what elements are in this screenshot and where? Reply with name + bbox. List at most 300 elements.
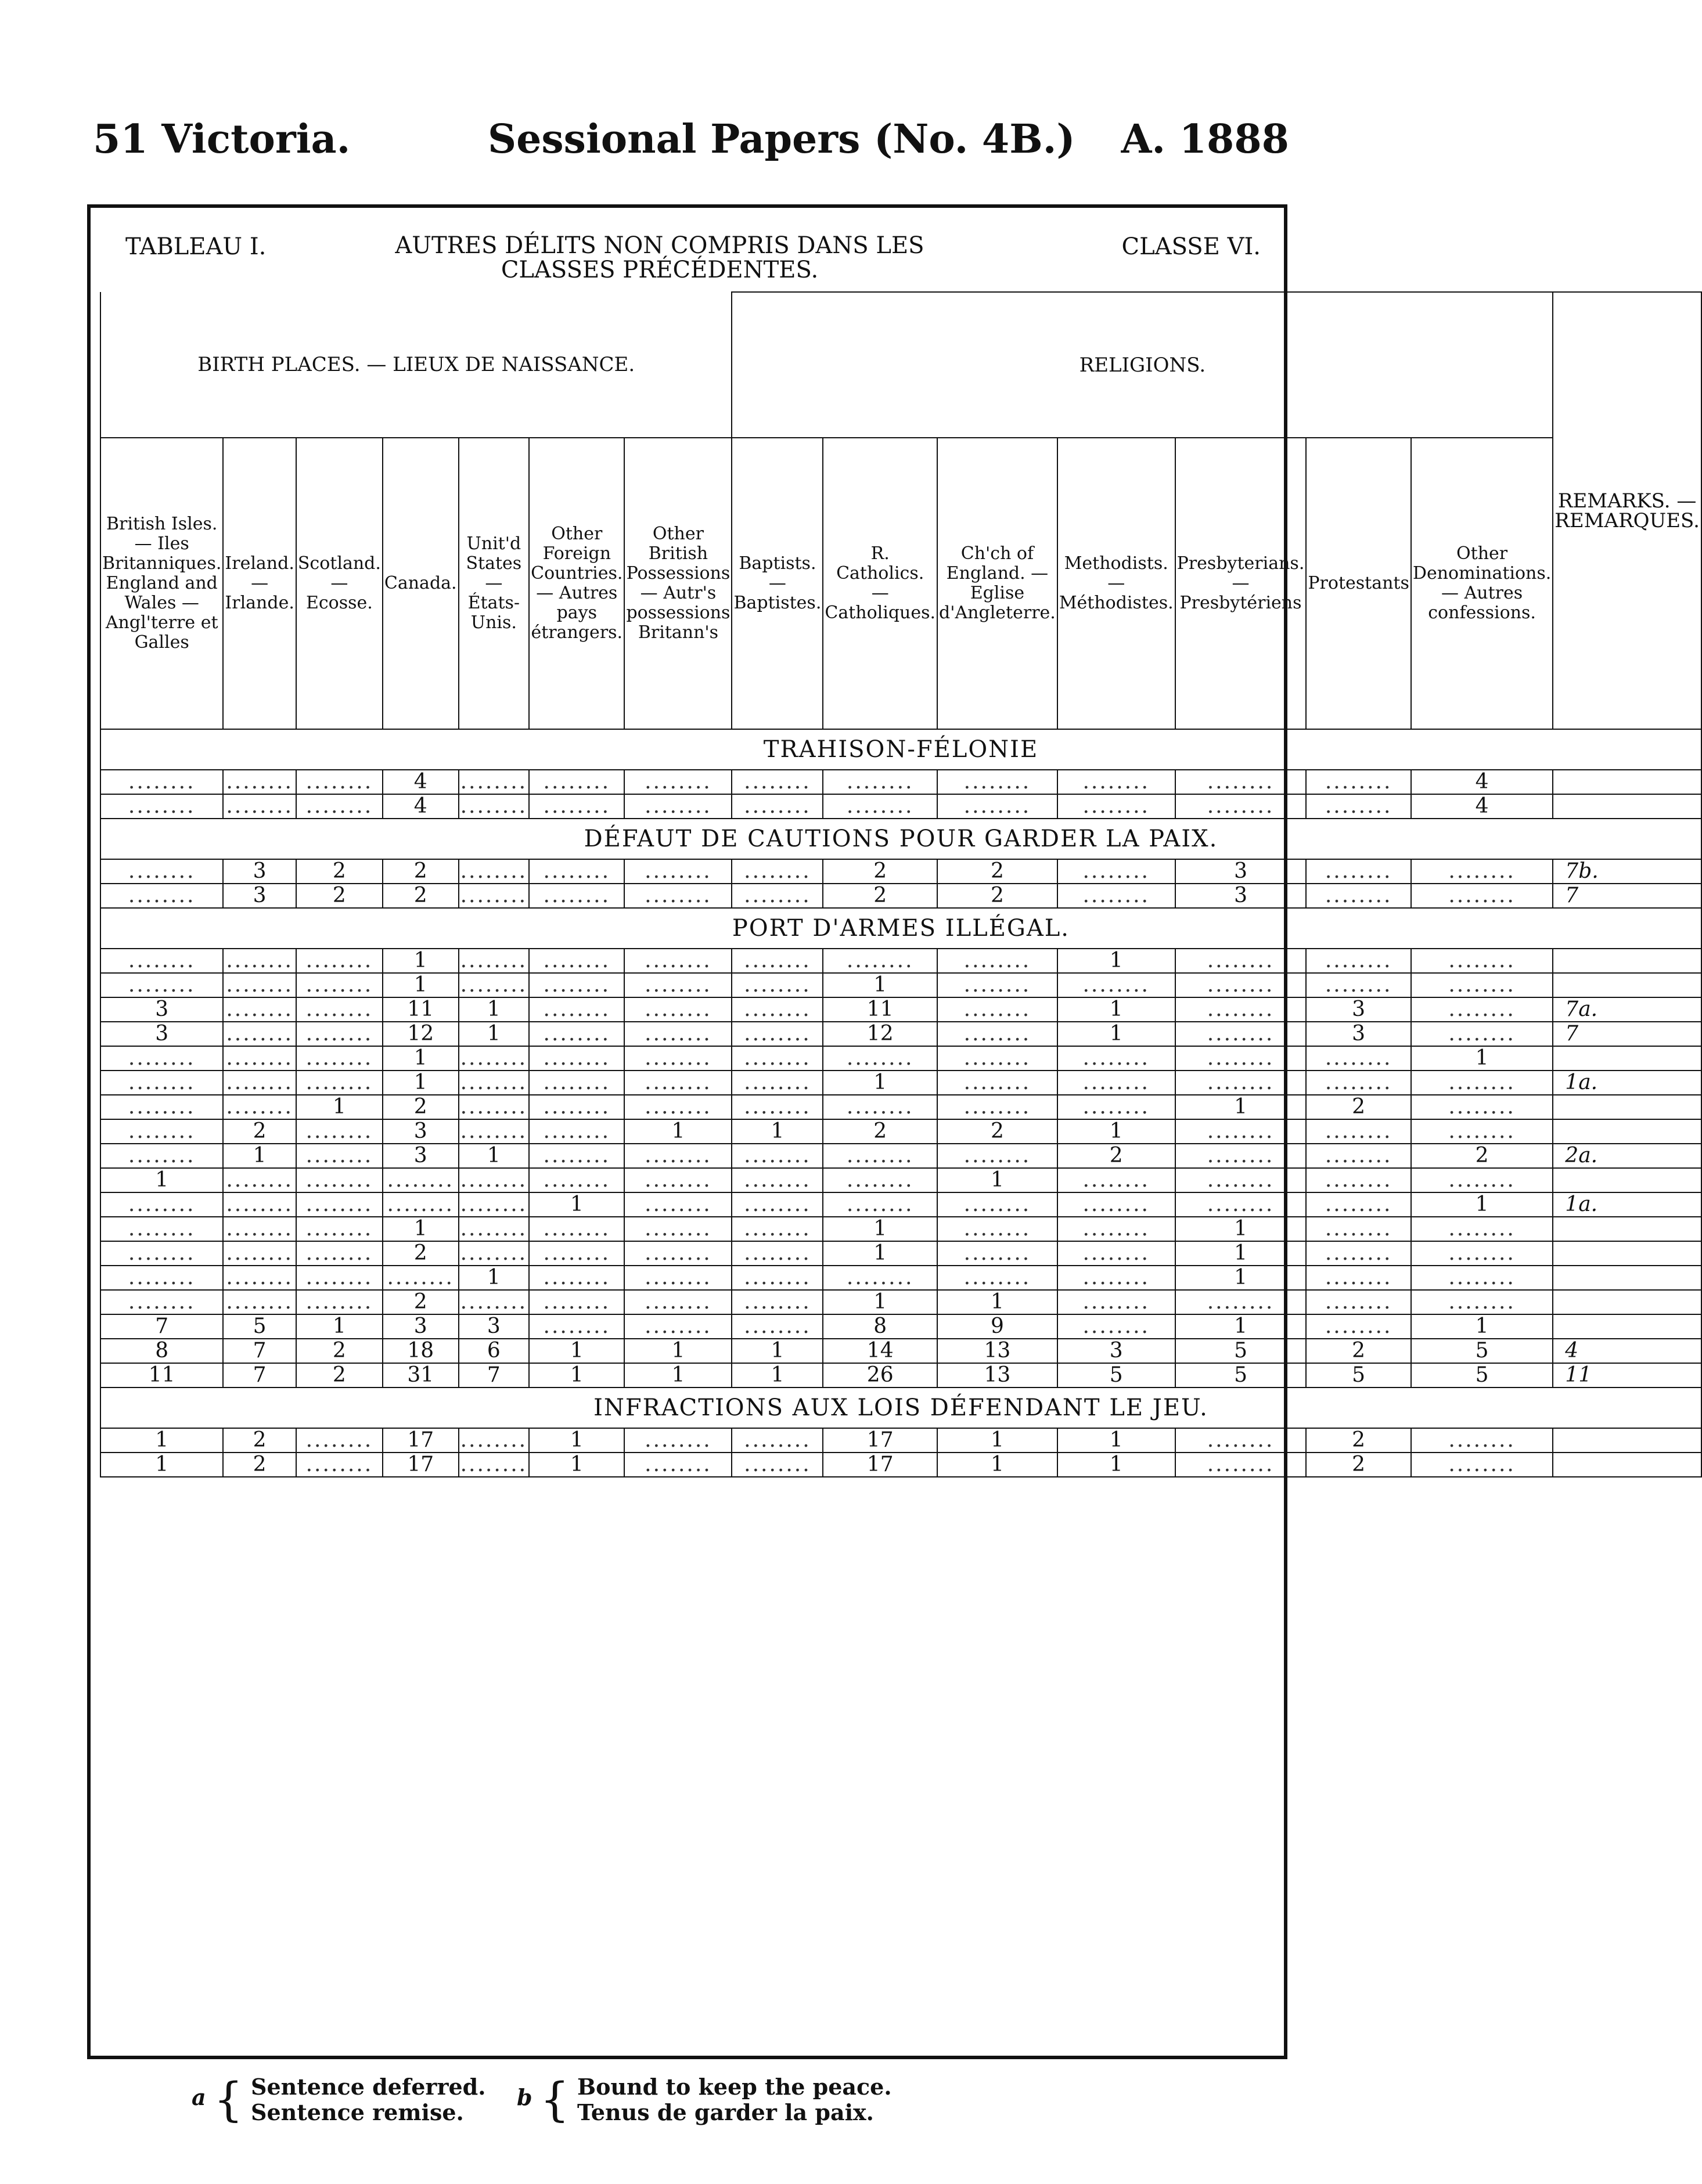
table-cell: 1 — [1057, 1428, 1175, 1453]
table-cell: ........ — [1175, 1119, 1307, 1144]
table-cell: 1 — [529, 1428, 624, 1453]
table-cell: ........ — [296, 973, 383, 997]
table-cell: 2 — [1411, 1144, 1553, 1168]
table-cell: ........ — [529, 794, 624, 819]
remark-cell — [1553, 1046, 1701, 1071]
table-cell: ........ — [1306, 1046, 1411, 1071]
table-cell: ........ — [529, 997, 624, 1022]
table-cell: ........ — [1057, 1071, 1175, 1095]
table-cell: 17 — [823, 1428, 937, 1453]
table-cell: ........ — [1057, 973, 1175, 997]
table-cell: ........ — [1411, 1022, 1553, 1046]
table-cell: 11 — [100, 1363, 223, 1387]
table-cell: ........ — [937, 770, 1057, 794]
table-cell: ........ — [1306, 949, 1411, 973]
table-cell: 1 — [823, 1217, 937, 1241]
table-cell: ........ — [1411, 1241, 1553, 1266]
table-cell: ........ — [624, 1071, 732, 1095]
table-cell: ........ — [100, 1119, 223, 1144]
table-cell: ........ — [1306, 1290, 1411, 1314]
table-cell: ........ — [732, 1095, 823, 1119]
group-header-row — [100, 292, 1701, 438]
table-cell: ........ — [732, 1428, 823, 1453]
table-cell: ........ — [459, 884, 530, 908]
table-cell: ........ — [823, 1168, 937, 1192]
remark-cell — [1553, 949, 1701, 973]
table-cell: ........ — [937, 1046, 1057, 1071]
table-cell: ........ — [223, 1095, 296, 1119]
table-cell: ........ — [937, 1241, 1057, 1266]
brace-icon: { — [213, 2073, 243, 2127]
remark-cell: 7 — [1553, 1022, 1701, 1046]
table-cell: ........ — [383, 1168, 459, 1192]
table-cell: ........ — [296, 770, 383, 794]
table-cell: ........ — [1175, 1046, 1307, 1071]
brace-icon: { — [539, 2073, 570, 2127]
table-cell: 1 — [1057, 1022, 1175, 1046]
table-frame — [87, 204, 1700, 2059]
table-cell: ........ — [732, 1314, 823, 1339]
table-row — [100, 884, 1701, 908]
remark-cell — [1553, 770, 1701, 794]
table-cell: ........ — [1306, 1168, 1411, 1192]
table-cell: ........ — [223, 1192, 296, 1217]
remark-cell — [1553, 973, 1701, 997]
table-cell: ........ — [624, 1453, 732, 1477]
table-cell: 1 — [1175, 1266, 1307, 1290]
table-cell: ........ — [529, 1119, 624, 1144]
table-row — [100, 1095, 1701, 1119]
table-cell: 26 — [823, 1363, 937, 1387]
table-cell: 4 — [383, 770, 459, 794]
table-cell: ........ — [937, 949, 1057, 973]
table-cell: 8 — [100, 1339, 223, 1363]
table-cell: 11 — [383, 997, 459, 1022]
table-cell: 3 — [1057, 1339, 1175, 1363]
table-cell: 2 — [1306, 1453, 1411, 1477]
table-cell: ........ — [223, 949, 296, 973]
table-cell: ........ — [937, 1144, 1057, 1168]
table-cell: 1 — [383, 1217, 459, 1241]
table-cell: ........ — [937, 997, 1057, 1022]
table-cell: ........ — [223, 1266, 296, 1290]
table-description: AUTRES DÉLITS NON COMPRIS DANS LES CLASSES PRÉCÉDENTES. — [395, 232, 924, 283]
table-cell: 3 — [223, 859, 296, 884]
table-cell: 1 — [100, 1453, 223, 1477]
table-cell: ........ — [823, 1192, 937, 1217]
table-cell: ........ — [624, 1095, 732, 1119]
column-header: Ireland. — Irlande. — [223, 438, 296, 729]
table-cell: 1 — [459, 1022, 530, 1046]
column-header: Canada. — [383, 438, 459, 729]
table-cell: ........ — [823, 794, 937, 819]
remark-cell: 1a. — [1553, 1071, 1701, 1095]
remark-cell — [1553, 1217, 1701, 1241]
table-cell: 1 — [296, 1095, 383, 1119]
table-cell: 1 — [459, 997, 530, 1022]
table-cell: ........ — [1306, 1192, 1411, 1217]
table-cell: ........ — [1411, 859, 1553, 884]
table-cell: 1 — [383, 1071, 459, 1095]
table-cell: 1 — [624, 1339, 732, 1363]
table-cell: 5 — [1057, 1363, 1175, 1387]
header-left: 51 Victoria. — [93, 116, 351, 163]
table-cell: ........ — [1306, 1266, 1411, 1290]
table-cell: ........ — [937, 1095, 1057, 1119]
table-body — [100, 729, 1701, 1477]
table-cell: ........ — [1175, 1192, 1307, 1217]
table-cell: 1 — [1057, 949, 1175, 973]
table-cell: ........ — [296, 997, 383, 1022]
table-cell: ........ — [459, 1428, 530, 1453]
table-cell: ........ — [1411, 1071, 1553, 1095]
table-cell: ........ — [823, 949, 937, 973]
table-cell: ........ — [624, 1428, 732, 1453]
footnote-b-mark: b — [517, 2084, 532, 2110]
table-cell: 2 — [937, 884, 1057, 908]
religions-header: RELIGIONS. — [732, 292, 1553, 438]
table-cell: ........ — [624, 1046, 732, 1071]
table-cell: ........ — [624, 973, 732, 997]
table-cell: 1 — [1175, 1241, 1307, 1266]
table-cell: ........ — [529, 1266, 624, 1290]
table-cell: 2 — [383, 1095, 459, 1119]
table-cell: ........ — [1057, 1241, 1175, 1266]
table-cell: 1 — [1175, 1095, 1307, 1119]
table-cell: ........ — [529, 1217, 624, 1241]
table-cell: 2 — [937, 859, 1057, 884]
table-cell: ........ — [1306, 1071, 1411, 1095]
table-cell: ........ — [1411, 1428, 1553, 1453]
table-cell: ........ — [732, 1266, 823, 1290]
table-cell: ........ — [1306, 770, 1411, 794]
table-cell: 5 — [1411, 1363, 1553, 1387]
column-header: Unit'd States — États-Unis. — [459, 438, 530, 729]
column-header: Scotland. — Ecosse. — [296, 438, 383, 729]
footnote-a-en: Sentence deferred. — [251, 2073, 486, 2100]
table-cell: 5 — [1411, 1339, 1553, 1363]
table-cell: ........ — [732, 1071, 823, 1095]
table-cell: ........ — [459, 1046, 530, 1071]
table-cell: ........ — [296, 1241, 383, 1266]
table-cell: 2 — [383, 884, 459, 908]
table-cell: ........ — [1411, 949, 1553, 973]
column-header: Protestants — [1306, 438, 1411, 729]
table-cell: ........ — [296, 1168, 383, 1192]
table-cell: ........ — [732, 1144, 823, 1168]
table-cell: ........ — [223, 770, 296, 794]
remark-cell: 7b. — [1553, 859, 1701, 884]
table-cell: 13 — [937, 1339, 1057, 1363]
table-cell: 1 — [383, 1046, 459, 1071]
footnote-a — [192, 2073, 485, 2127]
table-cell: ........ — [529, 949, 624, 973]
table-cell: ........ — [624, 949, 732, 973]
table-cell: 1 — [732, 1339, 823, 1363]
table-cell: 2 — [1057, 1144, 1175, 1168]
class-label: CLASSE VI. — [1121, 233, 1261, 260]
table-cell: ........ — [1175, 973, 1307, 997]
table-number: TABLEAU I. — [125, 233, 267, 260]
table-cell: ........ — [732, 1241, 823, 1266]
table-cell: ........ — [296, 794, 383, 819]
table-cell: 5 — [223, 1314, 296, 1339]
table-cell: ........ — [624, 997, 732, 1022]
table-cell: ........ — [100, 1290, 223, 1314]
table-cell: ........ — [1057, 1314, 1175, 1339]
table-cell: 3 — [383, 1119, 459, 1144]
table-cell: ........ — [1057, 884, 1175, 908]
table-cell: 1 — [1411, 1314, 1553, 1339]
table-cell: 1 — [1057, 1453, 1175, 1477]
table-row — [100, 1217, 1701, 1241]
remark-cell — [1553, 1266, 1701, 1290]
column-header-row — [100, 438, 1701, 729]
table-cell: 1 — [383, 949, 459, 973]
table-cell: ........ — [732, 859, 823, 884]
table-cell: ........ — [823, 1144, 937, 1168]
table-cell: 2 — [383, 859, 459, 884]
table-cell: ........ — [732, 770, 823, 794]
table-cell: ........ — [1411, 1168, 1553, 1192]
table-cell: ........ — [529, 1095, 624, 1119]
table-cell: ........ — [223, 973, 296, 997]
table-cell: ........ — [383, 1266, 459, 1290]
table-cell: ........ — [459, 794, 530, 819]
table-cell: ........ — [296, 1453, 383, 1477]
table-cell: ........ — [529, 770, 624, 794]
table-cell: ........ — [223, 997, 296, 1022]
table-cell: ........ — [529, 1314, 624, 1339]
table-cell: 5 — [1306, 1363, 1411, 1387]
table-cell: 14 — [823, 1339, 937, 1363]
table-cell: 8 — [823, 1314, 937, 1339]
table-row — [100, 1453, 1701, 1477]
table-cell: ........ — [100, 1095, 223, 1119]
section-title-row — [100, 1387, 1701, 1428]
table-cell: ........ — [1175, 1168, 1307, 1192]
table-cell: ........ — [1175, 997, 1307, 1022]
table-cell: ........ — [937, 1266, 1057, 1290]
table-cell: ........ — [100, 1071, 223, 1095]
table-cell: 2 — [296, 1339, 383, 1363]
table-cell: 2 — [383, 1290, 459, 1314]
footnote-b-fr: Tenus de garder la paix. — [577, 2099, 874, 2125]
section-title: INFRACTIONS AUX LOIS DÉFENDANT LE JEU. — [100, 1387, 1701, 1428]
table-cell: 5 — [1175, 1363, 1307, 1387]
table-cell: 1 — [296, 1314, 383, 1339]
table-row — [100, 1266, 1701, 1290]
table-cell: 3 — [1175, 859, 1307, 884]
section-title: DÉFAUT DE CAUTIONS POUR GARDER LA PAIX. — [100, 819, 1701, 859]
title-bar — [102, 222, 1272, 286]
section-title-row — [100, 819, 1701, 859]
table-cell: 1 — [529, 1363, 624, 1387]
table-cell: ........ — [1306, 1314, 1411, 1339]
table-cell: ........ — [1411, 1453, 1553, 1477]
remark-cell: 4 — [1553, 1339, 1701, 1363]
table-cell: ........ — [1057, 1266, 1175, 1290]
table-cell: ........ — [100, 884, 223, 908]
remark-cell — [1553, 1095, 1701, 1119]
table-cell: ........ — [1411, 997, 1553, 1022]
table-cell: ........ — [1057, 1046, 1175, 1071]
table-cell: ........ — [1306, 1241, 1411, 1266]
table-cell: 12 — [383, 1022, 459, 1046]
table-cell: 12 — [823, 1022, 937, 1046]
table-cell: ........ — [100, 1217, 223, 1241]
table-cell: ........ — [296, 1144, 383, 1168]
table-cell: ........ — [296, 1217, 383, 1241]
table-cell: ........ — [459, 1217, 530, 1241]
table-cell: ........ — [1411, 884, 1553, 908]
table-cell: ........ — [732, 1046, 823, 1071]
remark-cell: 1a. — [1553, 1192, 1701, 1217]
section-title-row — [100, 908, 1701, 949]
table-cell: 7 — [459, 1363, 530, 1387]
table-cell: ........ — [823, 1266, 937, 1290]
table-cell: ........ — [100, 1241, 223, 1266]
table-cell: 2 — [1306, 1428, 1411, 1453]
table-cell: ........ — [732, 1290, 823, 1314]
table-cell: 2 — [383, 1241, 459, 1266]
table-cell: ........ — [1306, 794, 1411, 819]
table-cell: 2 — [937, 1119, 1057, 1144]
table-cell: 2 — [296, 859, 383, 884]
table-cell: ........ — [459, 1119, 530, 1144]
table-cell: 2 — [223, 1428, 296, 1453]
table-cell: ........ — [1057, 794, 1175, 819]
table-cell: ........ — [223, 1217, 296, 1241]
remark-cell — [1553, 1119, 1701, 1144]
table-cell: ........ — [624, 1192, 732, 1217]
table-cell: 7 — [223, 1363, 296, 1387]
table-cell: ........ — [1057, 859, 1175, 884]
header-center: Sessional Papers (No. 4B.) — [488, 116, 1075, 163]
remark-cell: 11 — [1553, 1363, 1701, 1387]
table-cell: ........ — [624, 1022, 732, 1046]
table-cell: ........ — [937, 794, 1057, 819]
table-cell: 1 — [732, 1363, 823, 1387]
remark-cell — [1553, 1290, 1701, 1314]
table-cell: ........ — [732, 1192, 823, 1217]
table-cell: ........ — [937, 1192, 1057, 1217]
table-row — [100, 949, 1701, 973]
table-row — [100, 997, 1701, 1022]
table-cell: ........ — [937, 1022, 1057, 1046]
table-cell: ........ — [732, 997, 823, 1022]
table-cell: ........ — [529, 1290, 624, 1314]
table-cell: 3 — [383, 1314, 459, 1339]
table-cell: ........ — [223, 1046, 296, 1071]
table-cell: 1 — [732, 1119, 823, 1144]
table-cell: 13 — [937, 1363, 1057, 1387]
table-cell: ........ — [459, 859, 530, 884]
table-cell: 1 — [1411, 1192, 1553, 1217]
table-cell: ........ — [1175, 1071, 1307, 1095]
table-row — [100, 1046, 1701, 1071]
table-cell: ........ — [223, 1168, 296, 1192]
table-cell: 1 — [937, 1290, 1057, 1314]
table-cell: ........ — [1175, 1144, 1307, 1168]
table-cell: ........ — [296, 1071, 383, 1095]
table-cell: 7 — [223, 1339, 296, 1363]
table-cell: 4 — [1411, 794, 1553, 819]
table-cell: ........ — [1306, 1217, 1411, 1241]
table-cell: ........ — [1175, 1428, 1307, 1453]
column-header: Presbyterians. — Presbytériens — [1175, 438, 1307, 729]
footnote-a-mark: a — [192, 2084, 206, 2110]
table-cell: 3 — [223, 884, 296, 908]
table-cell: ........ — [1411, 1290, 1553, 1314]
table-cell: 17 — [383, 1453, 459, 1477]
remark-cell — [1553, 1453, 1701, 1477]
table-cell: 1 — [459, 1144, 530, 1168]
table-cell: ........ — [296, 1046, 383, 1071]
table-cell: 1 — [1057, 1119, 1175, 1144]
remark-cell — [1553, 1241, 1701, 1266]
table-row — [100, 1363, 1701, 1387]
table-cell: 1 — [624, 1119, 732, 1144]
table-cell: ........ — [383, 1192, 459, 1217]
table-cell: 1 — [823, 1290, 937, 1314]
table-cell: 17 — [823, 1453, 937, 1477]
table-cell: ........ — [296, 949, 383, 973]
remark-cell — [1553, 1168, 1701, 1192]
table-row — [100, 1071, 1701, 1095]
table-cell: 1 — [823, 1071, 937, 1095]
table-cell: ........ — [100, 859, 223, 884]
table-cell: ........ — [223, 1290, 296, 1314]
table-cell: ........ — [529, 1241, 624, 1266]
column-header: British Isles. — Iles Britanniques. England and Wales — Angl'terre et Galles — [100, 438, 223, 729]
table-cell: ........ — [937, 973, 1057, 997]
table-cell: ........ — [823, 1095, 937, 1119]
table-cell: ........ — [223, 1022, 296, 1046]
table-cell: 3 — [383, 1144, 459, 1168]
table-cell: 4 — [383, 794, 459, 819]
table-cell: 2 — [1306, 1339, 1411, 1363]
table-cell: 1 — [937, 1428, 1057, 1453]
table-cell: 1 — [1411, 1046, 1553, 1071]
table-row — [100, 1119, 1701, 1144]
table-cell: ........ — [100, 1266, 223, 1290]
table-cell: ........ — [732, 1453, 823, 1477]
table-cell: ........ — [296, 1290, 383, 1314]
table-cell: ........ — [459, 1290, 530, 1314]
table-cell: 11 — [823, 997, 937, 1022]
birth-places-header: BIRTH PLACES. — LIEUX DE NAISSANCE. — [100, 292, 732, 438]
table-cell: ........ — [223, 1241, 296, 1266]
table-cell: ........ — [1411, 1217, 1553, 1241]
table-cell: 4 — [1411, 770, 1553, 794]
table-cell: ........ — [1175, 770, 1307, 794]
table-cell: 2 — [223, 1119, 296, 1144]
section-title-row — [100, 729, 1701, 770]
table-cell: ........ — [1175, 949, 1307, 973]
table-cell: 1 — [624, 1363, 732, 1387]
table-cell: 3 — [1175, 884, 1307, 908]
table-cell: ........ — [1175, 794, 1307, 819]
table-cell: 1 — [937, 1453, 1057, 1477]
table-row — [100, 1428, 1701, 1453]
table-cell: 1 — [823, 973, 937, 997]
statistics-table — [100, 291, 1702, 1477]
table-cell: 1 — [1175, 1314, 1307, 1339]
remark-cell — [1553, 1428, 1701, 1453]
remark-cell: 7 — [1553, 884, 1701, 908]
table-cell: ........ — [624, 1144, 732, 1168]
